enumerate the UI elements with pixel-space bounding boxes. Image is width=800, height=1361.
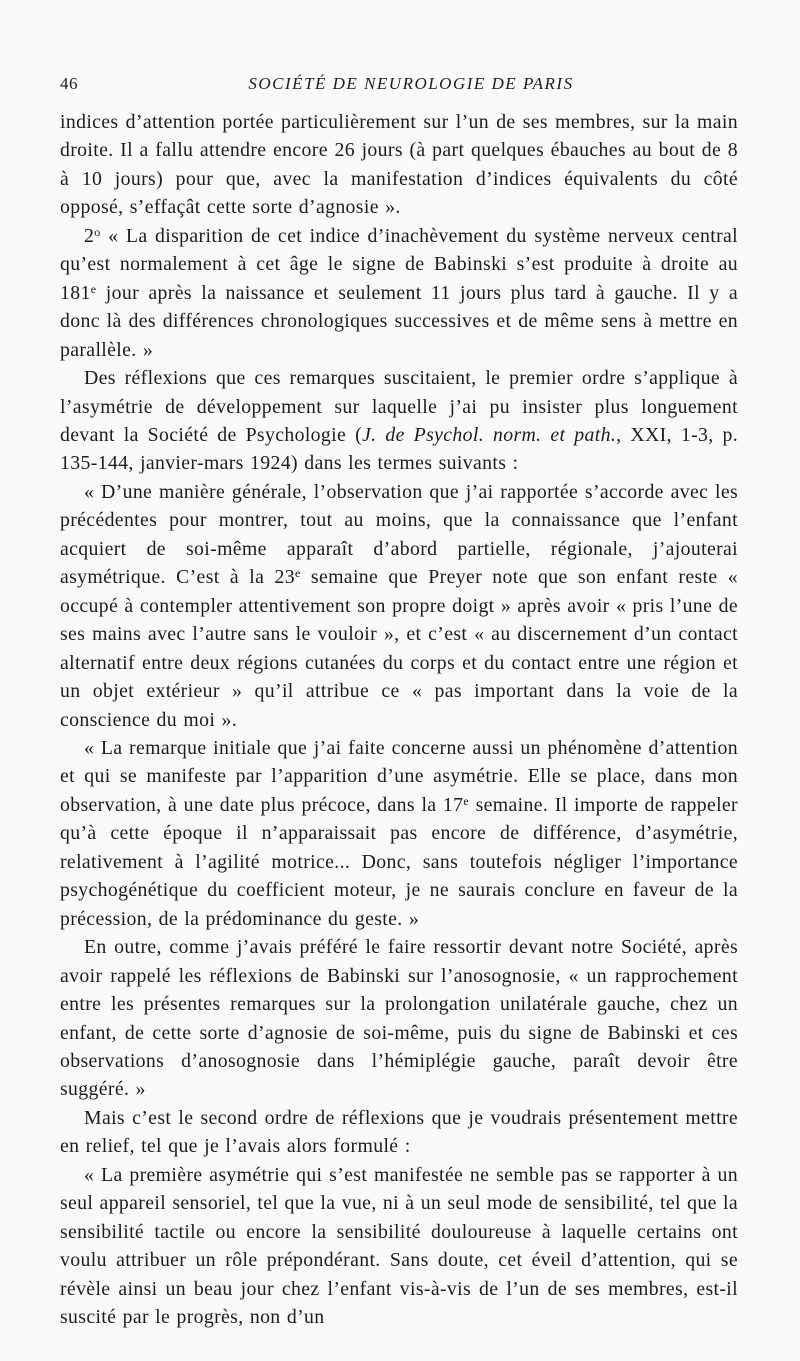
paragraph-initial-remark: « La remarque initiale que j’ai faite concerne aussi un phénomène d’attention et qui se manifeste par l’apparition d’une asymétrie. Elle se place, dans mon observation, à une date plus précoce, dans la 17e semaine. Il importe de rappeler qu’à cette époque il n’apparaissait pas encore de différence, d’asymétrie, relativement à l’agilité motrice... Donc, sans toutefois négliger l’importance psychogénétique du coefficient moteur, je ne saurais conclure en faveur de la précession, de la prédominance du geste. »	[60, 736, 738, 930]
paragraph-first-asymmetry: « La première asymétrie qui s’est manifestée ne semble pas se rapporter à un seul appareil sensoriel, tel que la vue, ni à un seul mode de sensibilité, tel que la sensibilité tactile ou encore la sensibilité douloureuse à laquelle certains ont voulu attribuer un rôle prépondérant. Sans doute, cet éveil d’attention, qui se révèle ainsi un beau jour chez l’enfant vis-à-vis de l’un de ses membres, est-il suscité par le progrès, non d’un	[60, 1163, 739, 1329]
journal-citation: J. de Psychol. norm. et path.	[362, 423, 617, 446]
paragraph-preyer: « D’une manière générale, l’observation que j’ai rapportée s’accorde avec les précédentes pour montrer, tout au moins, que la connaissance que l’enfant acquiert de soi-même apparaît d’abord partielle, régionale, j’ajouterai asymétrique. C’est à la 23e semaine que Preyer note que son enfant reste « occupé à contempler attentivement son propre doigt » après avoir « pris l’une de ses mains avec l’autre sans le vouloir », et c’est « au discernement d’un contact alternatif entre deux régions cutanées du corps et du contact entre une région et un objet extérieur » qu’il attribue ce « pas important dans la voie de la conscience du moi ».	[60, 480, 739, 731]
running-head	[60, 74, 742, 96]
paragraph-reflections: Des réflexions que ces remarques suscitaient, le premier ordre s’applique à l’asymétrie de développement sur laquelle j’ai pu insister plus longuement devant la Société de Psychologie (J. de Psychol. norm. et path., XXI, 1-3, p. 135-144, janvier-mars 1924) dans les termes suivants :	[60, 367, 739, 475]
paragraph-babinski-sign: 2$^o$ « La disparition de cet indice d’inachèvement du système nerveux central qu’est normalement à cet âge le signe de Babinski s’est produite à droite au 181e jour après la naissance et seulement 11 jours plus tard à gauche. Il y a donc là des différences chronologiques successives et de même sens à mettre en parallèle. »	[60, 224, 738, 361]
paragraph-second-order: Mais c’est le second ordre de réflexions que je voudrais présentement mettre en relief, tel que je l’avais alors formulé :	[60, 1106, 738, 1158]
paragraph-anosognosia: En outre, comme j’avais préféré le faire ressortir devant notre Société, après avoir rappelé les réflexions de Babinski sur l’anosognosie, « un rapprochement entre les présentes remarques sur la prolongation unilatérale gauche, chez un enfant, de cette sorte d’agnosie de soi-même, puis du signe de Babinski et ces observations d’anosognosie dans l’hémiplégie gauche, paraît devoir être suggéré. »	[60, 936, 738, 1101]
paragraph-continuation: indices d’attention portée particulièrement sur l’un de ses membres, sur la main droite. Il a fallu attendre encore 26 jours (à part quelques ébauches au bout de 8 à 10 jours) pour que, avec la manifestation d’indices équivalents du côté opposé, s’effaçât cette sorte d’agnosie ».	[60, 111, 738, 219]
journal-title: SOCIÉTÉ DE NEUROLOGIE DE PARIS	[248, 74, 574, 93]
page-number: 46	[60, 74, 78, 93]
body-text	[60, 108, 738, 1331]
